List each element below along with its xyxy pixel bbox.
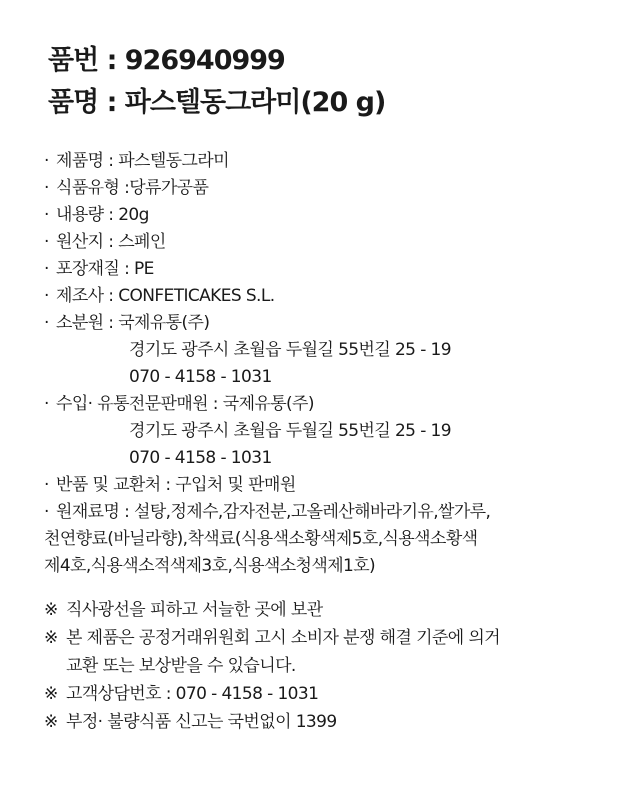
reference-mark: ※	[44, 600, 58, 620]
spec-importer: · 수입· 유통전문판매원 : 국제유통(주)	[44, 391, 614, 418]
bullet: ·	[44, 394, 49, 414]
note-storage: ※ 직사광선을 피하고 서늘한 곳에 보관	[44, 596, 614, 624]
distributor-address: 경기도 광주시 초월읍 두월길 55번길 25 - 19	[129, 340, 451, 360]
spec-ingredients-line-2: 천연향료(바닐라향),착색료(식용색소황색제5호,식용색소황색	[44, 529, 478, 549]
importer-address: 경기도 광주시 초월읍 두월길 55번길 25 - 19	[129, 421, 451, 441]
note-customer-center: ※ 고객상담번호 : 070 - 4158 - 1031	[44, 680, 614, 708]
bullet: ·	[44, 178, 49, 198]
bullet: ·	[44, 259, 49, 279]
spec-ingredients: · 원재료명 : 설탕,정제수,감자전분,고올레산해바라기유,쌀가루,	[44, 499, 614, 526]
note-dispute-line-2: 교환 또는 보상받을 수 있습니다.	[66, 656, 296, 676]
reference-mark: ※	[44, 628, 58, 648]
bullet: ·	[44, 151, 49, 171]
spec-returns: · 반품 및 교환처 : 구입처 및 판매원	[44, 472, 614, 499]
spec-name: · 제품명 : 파스텔동그라미	[44, 148, 614, 175]
spec-origin: · 원산지 : 스페인	[44, 229, 614, 256]
spec-volume: · 내용량 : 20g	[44, 202, 614, 229]
bullet: ·	[44, 232, 49, 252]
spec-ingredients-line-3: 제4호,식용색소적색제3호,식용색소청색제1호)	[44, 556, 376, 576]
product-spec-list	[44, 148, 614, 580]
notice-list	[44, 596, 614, 736]
importer-phone: 070 - 4158 - 1031	[129, 448, 272, 468]
spec-manufacturer: · 제조사 : CONFETICAKES S.L.	[44, 283, 614, 310]
product-name: 품명 : 파스텔동그라미(20 g)	[48, 87, 386, 118]
reference-mark: ※	[44, 712, 58, 732]
bullet: ·	[44, 286, 49, 306]
bullet: ·	[44, 313, 49, 333]
product-header	[48, 40, 385, 124]
product-number: 품번 : 926940999	[48, 45, 285, 76]
spec-packaging: · 포장재질 : PE	[44, 256, 614, 283]
distributor-phone: 070 - 4158 - 1031	[129, 367, 272, 387]
bullet: ·	[44, 475, 49, 495]
spec-distributor: · 소분원 : 국제유통(주)	[44, 310, 614, 337]
note-report: ※ 부정· 불량식품 신고는 국번없이 1399	[44, 708, 614, 736]
note-dispute: ※ 본 제품은 공정거래위원회 고시 소비자 분쟁 해결 기준에 의거	[44, 624, 614, 652]
bullet: ·	[44, 205, 49, 225]
reference-mark: ※	[44, 684, 58, 704]
bullet: ·	[44, 502, 49, 522]
spec-type: · 식품유형 :당류가공품	[44, 175, 614, 202]
